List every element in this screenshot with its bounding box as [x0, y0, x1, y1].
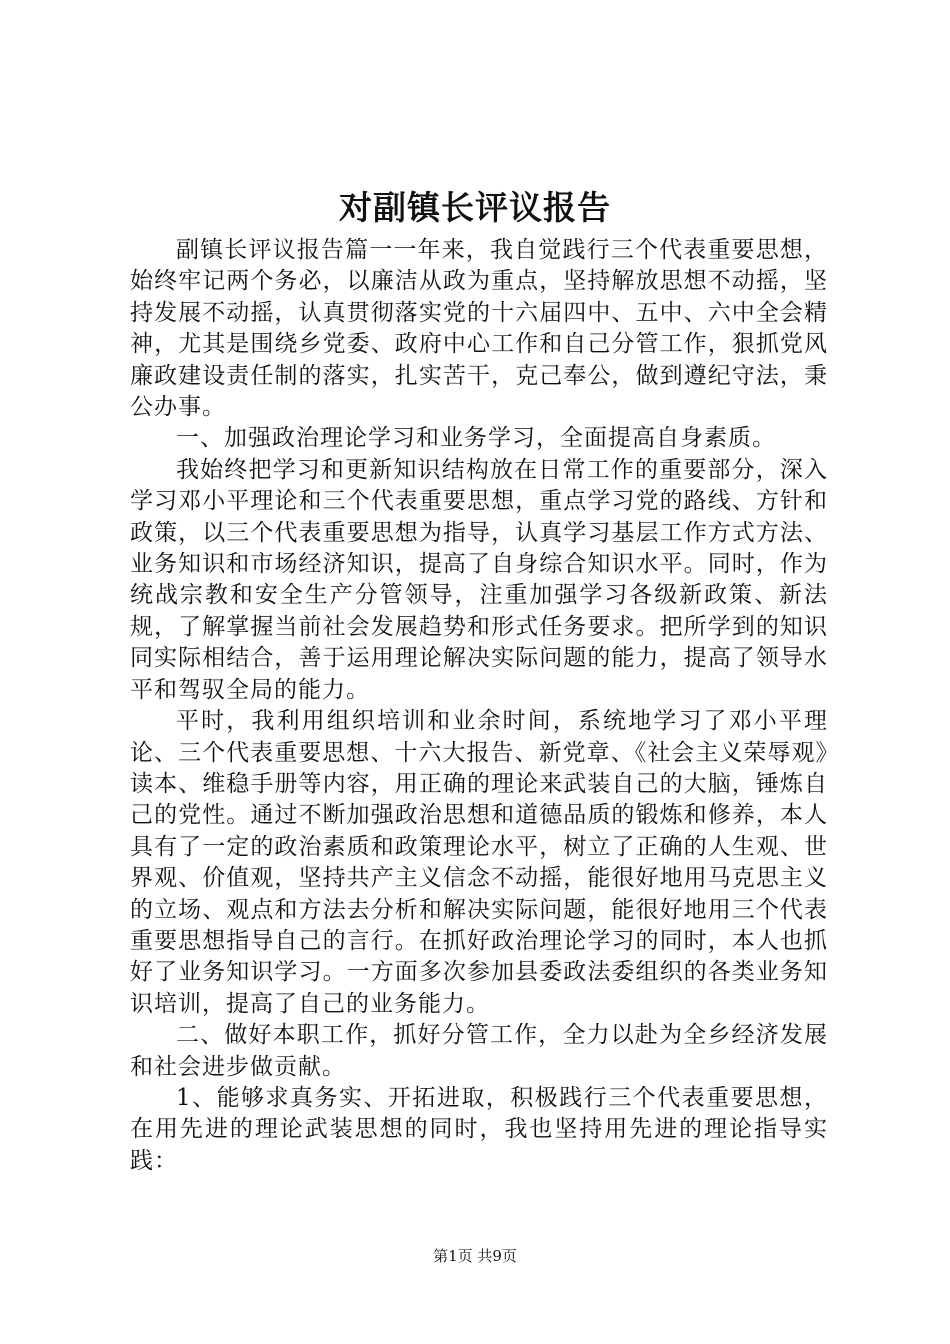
document-body — [130, 235, 828, 1177]
page-number-footer: 第1页 共9页 — [433, 1247, 517, 1265]
paragraph-study: 我始终把学习和更新知识结构放在日常工作的重要部分，深入学习邓小平理论和三个代表重要思想，重点学习党的路线、方针和政策，以三个代表重要思想为指导，认真学习基层工作方式方法、业务知识和市场经济知识，提高了自身综合知识水平。同时，作为统战宗教和安全生产分管领导，注重加强学习各级新政策、新法规，了解掌握当前社会发展趋势和形式任务要求。把所学到的知识同实际相结合，善于运用理论解决实际问题的能力，提高了领导水平和驾驭全局的能力。 — [130, 456, 828, 703]
paragraph-practice: 1、能够求真务实、开拓进取，积极践行三个代表重要思想，在用先进的理论武装思想的同时，我也坚持用先进的理论指导实践： — [130, 1084, 828, 1174]
section-heading-1: 一、加强政治理论学习和业务学习，全面提高自身素质。 — [176, 425, 776, 452]
section-heading-2: 二、做好本职工作，抓好分管工作，全力以赴为全乡经济发展和社会进步做贡献。 — [130, 1022, 828, 1080]
document-title: 对副镇长评议报告 — [339, 188, 611, 227]
paragraph-intro: 副镇长评议报告篇一一年来，我自觉践行三个代表重要思想，始终牢记两个务必，以廉洁从政为重点，坚持解放思想不动摇，坚持发展不动摇，认真贯彻落实党的十六届四中、五中、六中全会精神，尤其是围绕乡党委、政府中心工作和自己分管工作，狠抓党风廉政建设责任制的落实，扎实苦干，克己奉公，做到遵纪守法，秉公办事。 — [130, 237, 828, 421]
paragraph-training: 平时，我利用组织培训和业余时间，系统地学习了邓小平理论、三个代表重要思想、十六大报告、新党章、《社会主义荣辱观》读本、维稳手册等内容，用正确的理论来武装自己的大脑，锤炼自己的党性。通过不断加强政治思想和道德品质的锻炼和修养，本人具有了一定的政治素质和政策理论水平，树立了正确的人生观、世界观、价值观，坚持共产主义信念不动摇，能很好地用马克思主义的立场、观点和方法去分析和解决实际问题，能很好地用三个代表重要思想指导自己的言行。在抓好政治理论学习的同时，本人也抓好了业务知识学习。一方面多次参加县委政法委组织的各类业务知识培训，提高了自己的业务能力。 — [130, 708, 828, 1017]
